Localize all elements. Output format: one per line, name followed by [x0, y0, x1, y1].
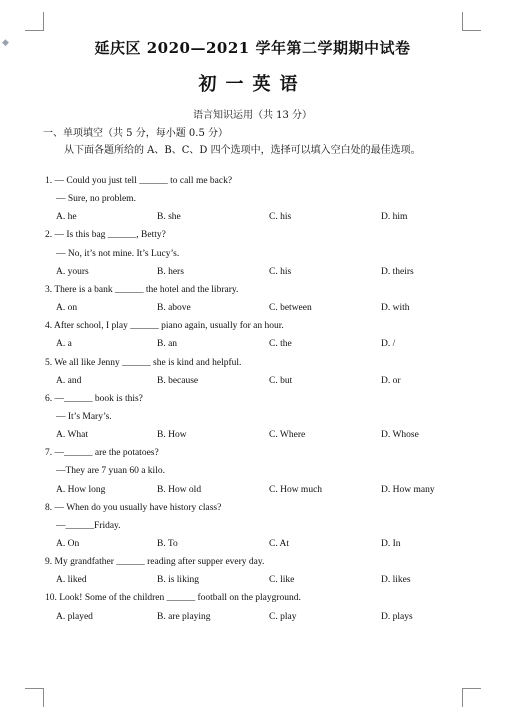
answer-option: A. On	[56, 539, 80, 549]
answer-option: A. a	[56, 339, 72, 350]
question-stem: 5. We all like Jenny ______ she is kind and helpful.	[45, 357, 242, 368]
answer-option: D. theirs	[381, 266, 414, 277]
answer-option: B. How old	[157, 484, 202, 495]
question-dialogue-line: — It’s Mary’s.	[56, 411, 112, 422]
question-dialogue-line: —______Friday.	[56, 520, 121, 531]
answer-option: C. the	[269, 339, 292, 350]
part-title: 一、单项填空（共 5 分，每小题 0.5 分）	[43, 128, 228, 139]
answer-option: B. hers	[157, 266, 184, 277]
margin-anchor-icon: ◆	[2, 38, 9, 48]
question-stem: 2. — Is this bag ______, Betty?	[45, 230, 166, 241]
answer-option: B. is liking	[157, 575, 199, 586]
answer-option: D. How many	[381, 484, 435, 495]
question-stem: 4. After school, I play ______ piano again, usually for an hour.	[45, 321, 284, 332]
answer-option: C. like	[269, 575, 295, 586]
answer-option: C. At	[269, 539, 290, 549]
answer-option: D. /	[381, 339, 396, 350]
answer-option: A. he	[56, 212, 77, 223]
question-stem: 7. —______ are the potatoes?	[45, 448, 159, 459]
question-dialogue-line: —They are 7 yuan 60 a kilo.	[56, 466, 165, 477]
answer-option: D. with	[381, 303, 410, 314]
answer-option: C. Where	[269, 430, 306, 441]
crop-mark-top-right	[462, 12, 481, 31]
answer-option: D. Whose	[381, 430, 419, 441]
question-dialogue-line: — No, it’s not mine. It’s Lucy’s.	[56, 248, 180, 259]
question-stem: 10. Look! Some of the children ______ football on the playground.	[45, 593, 301, 604]
answer-option: C. How much	[269, 484, 323, 495]
crop-mark-top-left	[25, 12, 44, 31]
answer-option: A. played	[56, 611, 93, 622]
answer-option: C. his	[269, 266, 292, 277]
answer-option: D. him	[381, 212, 408, 223]
answer-option: C. his	[269, 212, 292, 223]
answer-option: B. How	[157, 430, 187, 441]
question-dialogue-line: — Sure, no problem.	[56, 194, 136, 205]
question-stem: 1. — Could you just tell ______ to call me back?	[45, 176, 233, 186]
crop-mark-bottom-left	[25, 688, 44, 707]
answer-option: A. How long	[56, 484, 106, 495]
answer-option: C. but	[269, 375, 293, 386]
answer-option: B. are playing	[157, 611, 211, 622]
question-stem: 3. There is a bank ______ the hotel and the library.	[45, 284, 239, 295]
answer-option: D. or	[381, 375, 401, 386]
section-header: 语言知识运用（共 13 分）	[192, 110, 313, 121]
answer-option: C. between	[269, 303, 312, 314]
answer-option: D. In	[381, 539, 401, 549]
answer-option: B. she	[157, 212, 181, 223]
answer-option: A. What	[56, 430, 89, 441]
answer-option: D. plays	[381, 611, 413, 622]
answer-option: A. and	[56, 375, 82, 386]
page-title: 延庆区 2020—2021 学年第二学期期中试卷	[94, 39, 411, 57]
answer-option: A. yours	[56, 266, 89, 277]
answer-option: B. because	[157, 375, 199, 386]
answer-option: A. on	[56, 303, 78, 314]
question-stem: 8. — When do you usually have history class?	[45, 502, 222, 513]
answer-option: D. likes	[381, 575, 411, 586]
answer-option: A. liked	[56, 575, 87, 586]
answer-option: B. To	[157, 539, 178, 549]
question-stem: 6. —______ book is this?	[45, 393, 143, 404]
question-stem: 9. My grandfather ______ reading after supper every day.	[45, 557, 265, 568]
crop-mark-bottom-right	[462, 688, 481, 707]
answer-option: C. play	[269, 611, 297, 622]
page-subtitle: 初一英语	[198, 74, 307, 95]
answer-option: B. an	[157, 339, 178, 350]
instructions: 从下面各题所给的 A、B、C、D 四个选项中，选择可以填入空白处的最佳选项。	[64, 145, 421, 156]
answer-option: B. above	[157, 303, 191, 314]
